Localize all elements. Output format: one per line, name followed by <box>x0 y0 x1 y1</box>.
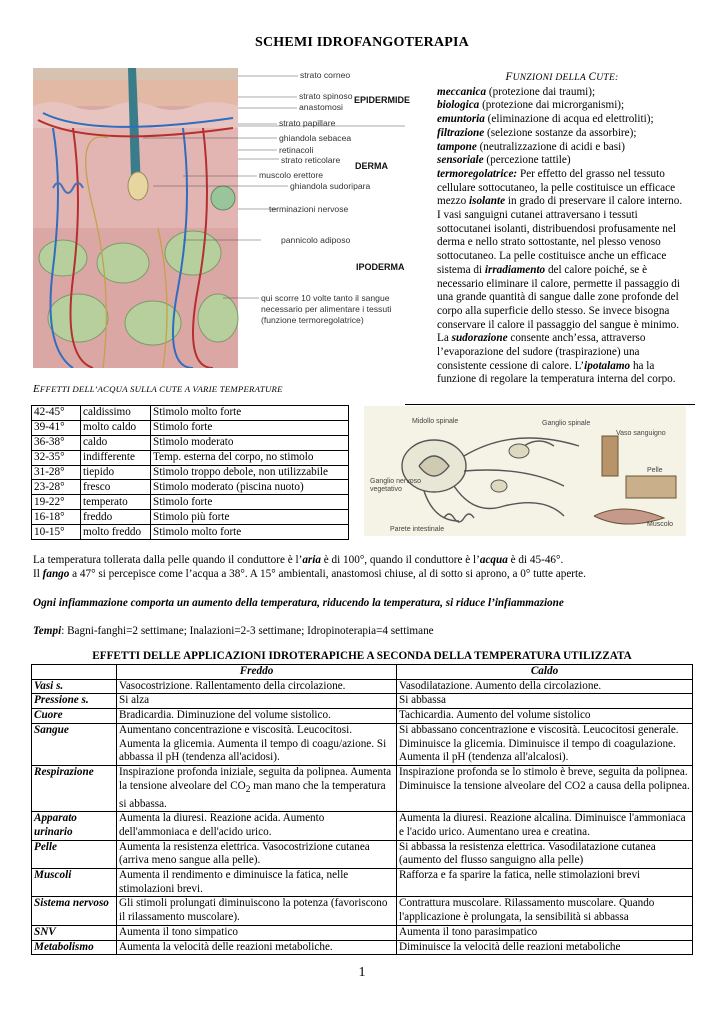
table-row: Metabolismo Aumenta la velocità delle reazioni metaboliche. Diminuisce la velocità delle reazioni metaboliche <box>32 940 693 955</box>
label-anastomosi: anastomosi <box>299 102 343 112</box>
page-title: SCHEMI IDROFANGOTERAPIA <box>255 35 469 50</box>
label-ganglio-vegetativo: Ganglio nervoso <box>370 478 421 485</box>
table-row: 42-45° caldissimo Stimolo molto forte <box>32 406 349 421</box>
table-row: SNV Aumenta il tono simpatico Aumenta il tono parasimpatico <box>32 925 693 940</box>
skin-functions <box>437 71 687 387</box>
applications-table <box>31 664 693 955</box>
temperature-table <box>31 405 349 540</box>
function-item: biologica (protezione dai microrganismi); <box>437 99 625 112</box>
table-row: 39-41° molto caldo Stimolo forte <box>32 420 349 435</box>
label-strato-corneo: strato corneo <box>300 70 351 80</box>
table-row: Vasi s. Vasocostrizione. Rallentamento della circolazione. Vasodilatazione. Aumento della circolazione. <box>32 679 693 694</box>
table-row: 32-35° indifferente Temp. esterna del corpo, no stimolo <box>32 450 349 465</box>
table-row: Pelle Aumenta la resistenza elettrica. Vasocostrizione cutanea (arriva meno sangue alla pelle). Si abbassa la resistenza elettrica. Vasodilatazione cutanea (aumento del flusso sanguigno alla pelle) <box>32 840 693 868</box>
paragraph-fango: Il fango a 47° si percepisce come l’acqua a 38°. A 15° ambientali, anastomosi chiuse, al di sotto si aprono, a 0° tutte aperte. <box>33 568 586 580</box>
table-row: 10-15° molto freddo Stimolo molto forte <box>32 525 349 540</box>
divider-line <box>405 404 695 405</box>
label-ganglio-spinale: Ganglio spinale <box>542 420 591 427</box>
table-row: Pressione s. Si alza Si abbassa <box>32 694 693 709</box>
label-muscolo: Muscolo <box>647 521 674 528</box>
functions-heading: FUNZIONI DELLA CUTE: <box>505 71 619 83</box>
table-row: Respirazione Inspirazione profonda iniziale, seguita da polipnea. Aumenta la tensione alveolare del $CO_2$ man mano che la temperatura si abbassa. Inspirazione profonda se lo stimolo è breve, seguita da polipnea. Diminuisce la tensione alveolare del CO2 a causa della polipnea. <box>32 765 693 811</box>
label-muscolo-erettore: muscolo erettore <box>259 170 324 180</box>
table-header-row <box>32 665 693 680</box>
label-midollo: Midollo spinale <box>412 418 459 425</box>
label-ganglio-vegetativo-2: vegetativo <box>370 486 402 493</box>
function-item: tampone (neutralizzazione di acidi e basi) <box>437 140 625 153</box>
header-caldo: Caldo <box>397 665 693 680</box>
table-row: Apparato urinario Aumenta la diuresi. Reazione acida. Aumento dell'ammoniaca e dell'acido urico. Aumenta la diuresi. Reazione alcalina. Diminuisce l'ammoniaca e l'acido urico. Aumentano urea e creatina. <box>32 812 693 840</box>
function-termoregolatrice: termoregolatrice: Per effetto del grasso nel tessuto cellulare sottocutaneo, la pelle costituisce un efficace mezzo isolante in grado di preservare il calore interno. I vasi sanguigni cutanei attraversano i tessuti sottocutanei isolanti, distribuendosi profusamente nel derma e nello strato sottostante, nel plesso venoso sottocutaneo. La pelle costituisce anche un efficace sistema di irradiamento del calore poiché, se è necessario eliminare il calore, permette il passaggio di una grande quantità di sangue dalle zone profonde del corpo alla superficie dello stesso. Se invece bisogna conservare il calore il passaggio del sangue è minimo. La sudorazione consente anch’essa, attraverso l’evaporazione del sudore (traspirazione) una consistente cessione di calore. L’ipotalamo ha la funzione di regolare la temperatura interna del corpo. <box>437 167 683 386</box>
function-item: emuntoria (eliminazione di acqua ed elettroliti); <box>437 113 654 126</box>
label-epidermide: EPIDERMIDE <box>354 95 411 105</box>
label-strato-spinoso: strato spinoso <box>299 91 353 101</box>
label-note-1: qui scorre 10 volte tanto il sangue <box>261 293 390 303</box>
label-derma: DERMA <box>355 161 388 171</box>
table-row: 19-22° temperato Stimolo forte <box>32 495 349 510</box>
label-terminazioni-nervose: terminazioni nervose <box>269 204 349 214</box>
label-retinacoli: retinacoli <box>279 145 314 155</box>
label-ghiandola-sudoripara: ghiandola sudoripara <box>290 181 371 191</box>
table-row: 16-18° freddo Stimolo più forte <box>32 510 349 525</box>
label-pelle: Pelle <box>647 467 663 474</box>
label-ghiandola-sebacea: ghiandola sebacea <box>279 133 352 143</box>
effects-caption: EFFETTI DELL’ACQUA SULLA CUTE A VARIE TEMPERATURE <box>33 383 283 395</box>
applications-title: EFFETTI DELLE APPLICAZIONI IDROTERAPICHE A SECONDA DELLA TEMPERATURA UTILIZZATA <box>92 650 632 662</box>
function-item: sensoriale (percezione tattile) <box>437 154 571 167</box>
label-parete-intestinale: Parete intestinale <box>390 526 445 533</box>
label-vaso: Vaso sanguigno <box>616 430 666 437</box>
nerve-diagram <box>364 406 686 536</box>
label-ipoderma: IPODERMA <box>356 262 405 272</box>
function-item: filtrazione (selezione sostanze da assorbire); <box>437 126 637 139</box>
paragraph-inflammation: Ogni infiammazione comporta un aumento della temperatura, riducendo la temperatura, si riduce l’infiammazione <box>33 597 564 609</box>
table-row: Muscoli Aumenta il rendimento e diminuisce la fatica, nelle stimolazioni brevi. Rafforza e fa sparire la fatica, nelle stimolazioni brevi <box>32 869 693 897</box>
label-strato-papillare: strato papillare <box>279 118 336 128</box>
label-pannicolo-adiposo: pannicolo adiposo <box>281 235 351 245</box>
table-row: 23-28° fresco Stimolo moderato (piscina nuoto) <box>32 480 349 495</box>
table-row: Sistema nervoso Gli stimoli prolungati diminuiscono la potenza (favoriscono il rilassamento muscolare). Contrattura muscolare. Rilassamento muscolare. Quando l'applicazione è prolungata, la sensibilità si abbassa <box>32 897 693 925</box>
page-number: 1 <box>358 965 366 980</box>
table-row: Cuore Bradicardia. Diminuzione del volume sistolico. Tachicardia. Aumento del volume sistolico <box>32 709 693 724</box>
label-note-3: (funzione termoregolatrice) <box>261 315 364 325</box>
skin-diagram <box>33 68 411 368</box>
paragraph-tolerance: La temperatura tollerata dalla pelle quando il conduttore è l’aria è di 100°, quando il conduttore è l’acqua è di 45-46°. <box>33 554 564 566</box>
table-row: 36-38° caldo Stimolo moderato <box>32 435 349 450</box>
header-freddo: Freddo <box>117 665 397 680</box>
table-row: Sangue Aumentano concentrazione e viscosità. Leucocitosi. Aumenta la glicemia. Aumenta il tempo di coagu/azione. Si abbassa il pH (tendenza all'acidosi). Si abbassano concentrazione e viscosità. Leucocitosi generale. Diminuisce la glicemia. Diminuisce il tempo di coagulazione. Aumenta il pH (tendenza all'alcalosi). <box>32 723 693 765</box>
function-item: meccanica (protezione dai traumi); <box>437 85 596 98</box>
label-note-2: necessario per alimentare i tessuti <box>261 304 392 314</box>
label-strato-reticolare: strato reticolare <box>281 155 341 165</box>
paragraph-tempi: Tempi: Bagni-fanghi=2 settimane; Inalazioni=2-3 settimane; Idropinoterapia=4 settimane <box>33 625 434 637</box>
table-row: 31-28° tiepido Stimolo troppo debole, non utilizzabile <box>32 465 349 480</box>
